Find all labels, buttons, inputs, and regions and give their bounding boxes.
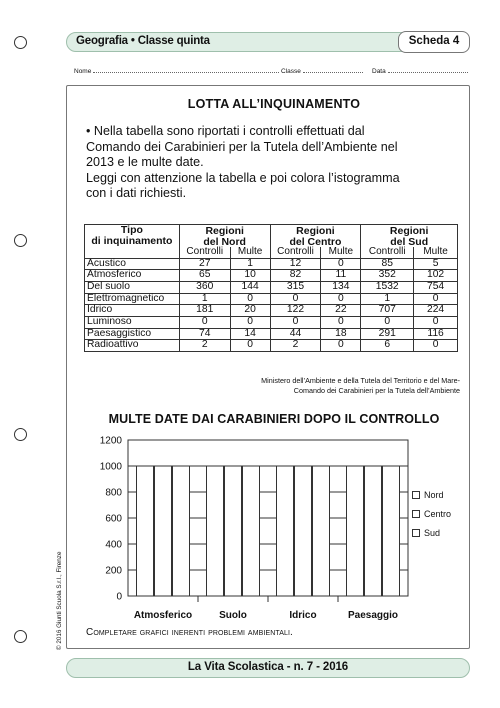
x-tick-label: Paesaggio — [347, 610, 399, 620]
subject-title: Geografia • Classe quinta — [76, 35, 210, 47]
header-nord: Regioni del Nord — [179, 225, 270, 248]
x-tick-label: Suolo — [219, 610, 247, 620]
source-note: Ministero dell’Ambiente e della Tutela del Territorio e del Mare- Comando dei Carabinieri per la Tutela dell’Ambiente — [261, 376, 460, 395]
subheader-controlli: Controlli — [179, 247, 230, 258]
date-field[interactable]: Data — [372, 67, 468, 75]
bar — [365, 466, 382, 596]
subheader-multe: Multe — [321, 247, 361, 258]
class-field[interactable]: Classe — [281, 67, 363, 75]
x-tick-label: Idrico — [289, 610, 317, 620]
bar — [313, 466, 330, 596]
table-row: Acustico 27 1 12 0 85 5 — [85, 258, 458, 270]
table-row: Atmosferico 65 10 82 11 352 102 — [85, 270, 458, 282]
pollution-table — [84, 224, 458, 352]
y-tick-label: 800 — [105, 487, 122, 499]
histogram — [76, 430, 416, 620]
bar — [155, 466, 172, 596]
chart-title: MULTE DATE DAI CARABINIERI DOPO IL CONTROLLO — [108, 412, 440, 426]
header-centro: Regioni del Centro — [270, 225, 361, 248]
x-tick-label: Atmosferico — [133, 610, 193, 620]
footnote: Completare grafici inerenti problemi ambientali. — [86, 627, 293, 638]
y-tick-label: 1000 — [99, 461, 122, 473]
legend-item: Sud — [412, 528, 451, 547]
bar — [207, 466, 224, 596]
table-row: Elettromagnetico 1 0 0 0 1 0 — [85, 293, 458, 305]
bar — [347, 466, 364, 596]
binder-hole — [14, 234, 27, 247]
y-tick-label: 400 — [105, 539, 122, 551]
table-row: Paesaggistico 74 14 44 18 291 116 — [85, 328, 458, 340]
page-title: LOTTA ALL’INQUINAMENTO — [187, 97, 361, 111]
header-sud: Regioni del Sud — [361, 225, 458, 248]
y-tick-label: 600 — [105, 513, 122, 525]
name-field[interactable]: Nome — [74, 67, 279, 75]
bar — [243, 466, 260, 596]
legend-item: Centro — [412, 509, 451, 528]
table-row: Luminoso 0 0 0 0 0 0 — [85, 316, 458, 328]
copyright: © 2016 Giunti Scuola S.r.l., Firenze — [56, 551, 63, 650]
bar — [383, 466, 400, 596]
binder-hole — [14, 428, 27, 441]
subheader-controlli: Controlli — [361, 247, 414, 258]
y-tick-label: 1200 — [99, 435, 122, 447]
chart-legend — [412, 490, 451, 547]
subheader-multe: Multe — [230, 247, 270, 258]
sheet-tab — [398, 31, 470, 53]
table-row: Del suolo 360 144 315 134 1532 754 — [85, 281, 458, 293]
legend-swatch[interactable] — [412, 491, 420, 499]
header-tipo: Tipo di inquinamento — [85, 225, 180, 248]
instructions: • Nella tabella sono riportati i controlli effettuati dal Comando dei Carabinieri per la Tutela dell’Ambiente nel 2013 e le multe date. Leggi con attenzione la tabella e poi colora l’istogramma con i dati richiesti. — [86, 124, 400, 200]
subheader-multe: Multe — [414, 247, 458, 258]
footer-text: La Vita Scolastica - n. 7 - 2016 — [187, 661, 349, 673]
bar — [225, 466, 242, 596]
bar — [173, 466, 190, 596]
legend-item: Nord — [412, 490, 451, 509]
y-tick-label: 200 — [105, 565, 122, 577]
table-row: Radioattivo 2 0 2 0 6 0 — [85, 340, 458, 352]
sheet-label: Scheda 4 — [408, 35, 460, 47]
legend-swatch[interactable] — [412, 529, 420, 537]
legend-swatch[interactable] — [412, 510, 420, 518]
binder-hole — [14, 630, 27, 643]
table-row: Idrico 181 20 122 22 707 224 — [85, 305, 458, 317]
binder-hole — [14, 36, 27, 49]
bar — [295, 466, 312, 596]
y-tick-label: 0 — [116, 591, 122, 603]
bar — [137, 466, 154, 596]
bar — [277, 466, 294, 596]
subheader-controlli: Controlli — [270, 247, 321, 258]
